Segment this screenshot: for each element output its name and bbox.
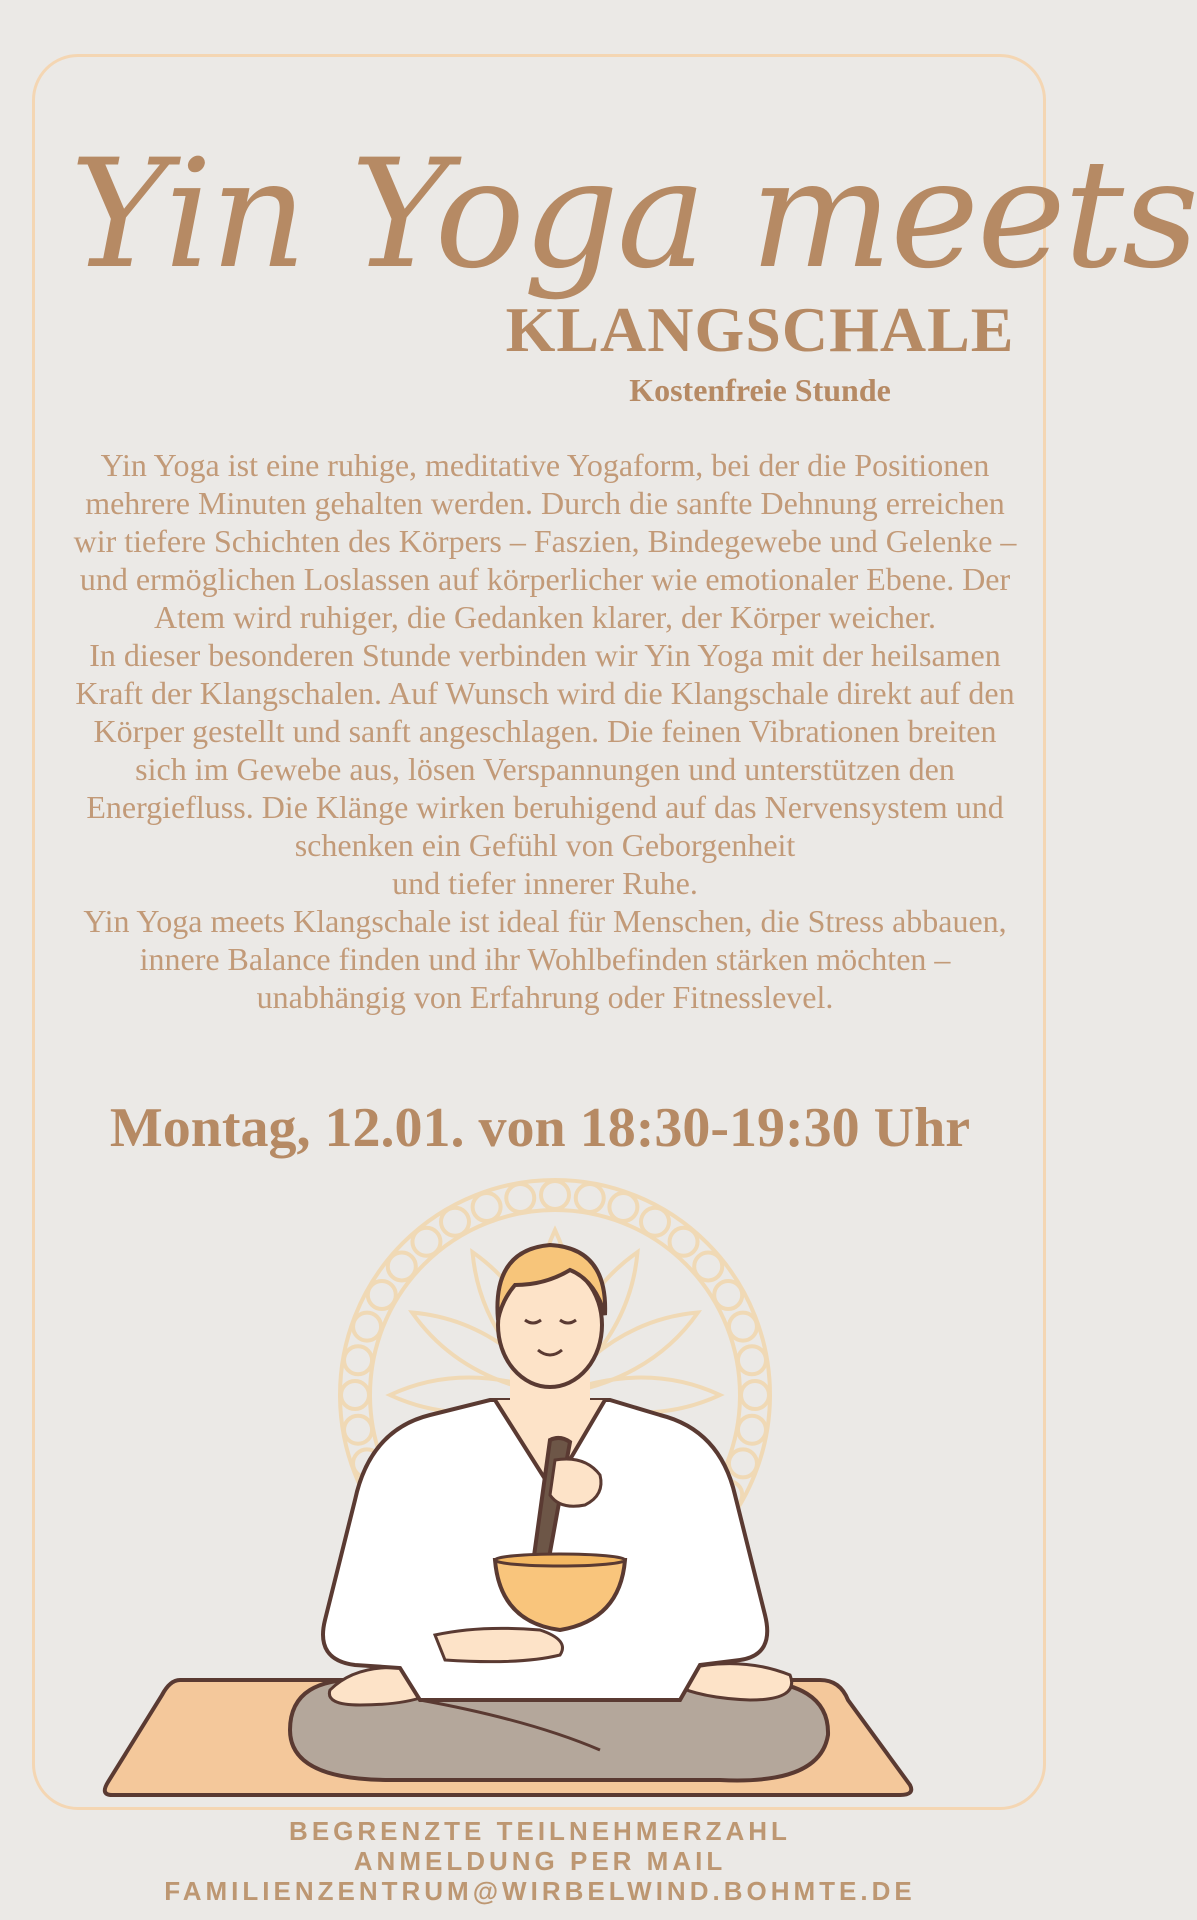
description [70, 446, 1020, 1016]
meditating-person-with-singing-bowl-icon [100, 1160, 1000, 1810]
mandala-ring [714, 1281, 742, 1309]
limited-participants-note: BEGRENZTE TEILNEHMERZAHL [289, 1816, 791, 1846]
description-paragraph-2-end: und tiefer innerer Ruhe. [392, 865, 698, 901]
mandala-ring [641, 1208, 669, 1236]
mandala-ring [576, 1184, 604, 1212]
footer [0, 1816, 1080, 1906]
mandala-ring [388, 1252, 416, 1280]
mandala-ring [368, 1281, 396, 1309]
description-paragraph-3: Yin Yoga meets Klangschale ist ideal für Menschen, die Stress abbauen, innere Balance finden und ihr Wohlbefinden stärken möchten – unabhängig von Erfahrung oder Fitnesslevel. [83, 903, 1007, 1015]
mandala-ring [341, 1381, 369, 1409]
free-class-label: Kostenfreie Stunde [629, 372, 891, 408]
right-hand [550, 1459, 601, 1506]
registration-note: ANMELDUNG PER MAIL [353, 1846, 727, 1876]
mandala-ring [473, 1193, 501, 1221]
mandala-ring [344, 1346, 372, 1374]
mandala-ring [670, 1228, 698, 1256]
mandala-ring [506, 1184, 534, 1212]
event-date: Montag, 12.01. von 18:30-19:30 Uhr [109, 1097, 971, 1159]
script-title: Yin Yoga meets [70, 128, 1197, 302]
mandala-ring [741, 1381, 769, 1409]
mandala-ring [729, 1313, 757, 1341]
mandala-ring [541, 1181, 569, 1209]
title-klangschale: KLANGSCHALE [505, 294, 1015, 365]
left-hand [435, 1628, 563, 1661]
description-paragraph-2: In dieser besonderen Stunde verbinden wir Yin Yoga mit der heilsamen Kraft der Klangschalen. Auf Wunsch wird die Klangschale direkt auf den Körper gestellt und sanft angeschlagen. Die feinen Vibrationen breiten sich im Gewebe aus, lösen Verspannungen und unterstützen den Energiefluss. Die Klänge wirken beruhigend auf das Nervensystem und schenken ein Gefühl von Geborgenheit [75, 637, 1015, 863]
mandala-ring [353, 1313, 381, 1341]
description-paragraph-1: Yin Yoga ist eine ruhige, meditative Yogaform, bei der die Positionen mehrere Minuten gehalten werden. Durch die sanfte Dehnung erreichen wir tiefere Schichten des Körpers – Faszien, Bindegewebe und Gelenke – und ermöglichen Loslassen auf körperlicher wie emotionaler Ebene. Der Atem wird ruhiger, die Gedanken klarer, der Körper weicher. [73, 447, 1017, 635]
mandala-ring [729, 1449, 757, 1477]
mandala-ring [344, 1416, 372, 1444]
mandala-ring [738, 1346, 766, 1374]
mandala-ring [412, 1228, 440, 1256]
mandala-ring [609, 1193, 637, 1221]
mandala-ring [694, 1252, 722, 1280]
contact-email: FAMILIENZENTRUM@WIRBELWIND.BOHMTE.DE [164, 1876, 916, 1906]
mandala-ring [441, 1208, 469, 1236]
mandala-ring [738, 1416, 766, 1444]
